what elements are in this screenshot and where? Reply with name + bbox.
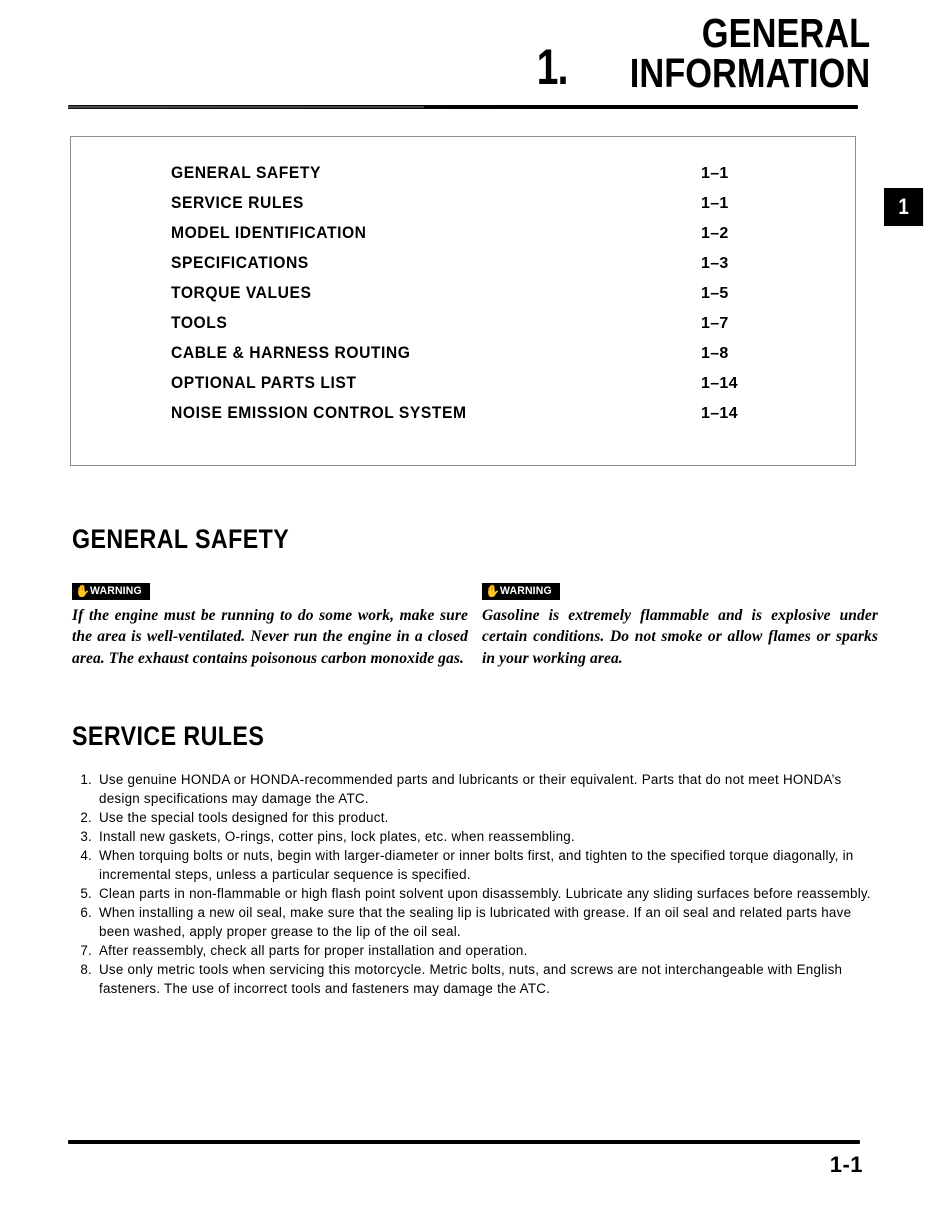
toc-entry-label: MODEL IDENTIFICATION — [171, 223, 367, 242]
table-of-contents-list — [171, 163, 855, 433]
list-item — [70, 960, 872, 998]
list-item-text: Clean parts in non-flammable or high flash point solvent upon disassembly. Lubricate any sliding surfaces before reassembly. — [99, 886, 871, 902]
toc-entry-label: TORQUE VALUES — [171, 283, 312, 302]
toc-entry-label: SERVICE RULES — [171, 193, 304, 212]
list-item-text: Use genuine HONDA or HONDA-recommended parts and lubricants or their equivalent. Parts that do not meet HONDA’s design specifications may damage the ATC. — [99, 772, 842, 807]
toc-entry-tools[interactable] — [171, 313, 855, 343]
list-item — [70, 903, 872, 941]
list-item-text: When installing a new oil seal, make sure that the sealing lip is lubricated with grease. If an oil seal and related parts have been washed, apply proper grease to the lip of the oil seal. — [99, 905, 852, 940]
list-item-text: Use the special tools designed for this product. — [99, 810, 389, 826]
toc-entry-page: 1–1 — [701, 195, 729, 212]
toc-entry-label: GENERAL SAFETY — [171, 163, 321, 182]
list-item — [70, 808, 872, 827]
warning-block-carbon-monoxide — [72, 582, 468, 669]
list-item-text: Use only metric tools when servicing this motorcycle. Metric bolts, nuts, and screws are not interchangeable with English fasteners. The use of incorrect tools and fasteners may damage the ATC. — [99, 962, 843, 997]
toc-entry-page: 1–2 — [701, 225, 729, 242]
hand-stop-icon: ✋ — [75, 584, 90, 598]
chapter-title-line1: GENERAL — [701, 10, 870, 56]
warning-badge-label: WARNING — [90, 584, 142, 597]
toc-entry-label: TOOLS — [171, 313, 228, 332]
toc-entry-general-safety[interactable] — [171, 163, 855, 193]
header-rule — [68, 105, 858, 109]
warning-text: If the engine must be running to do some work, make sure the area is well-ventilated. Never run the engine in a closed area. The exhaust contains poisonous carbon monoxide gas. — [72, 607, 468, 667]
list-item-number: 8. — [80, 962, 92, 978]
toc-entry-service-rules[interactable] — [171, 193, 855, 223]
section-heading-general-safety: GENERAL SAFETY — [72, 524, 290, 554]
toc-entry-page: 1–5 — [701, 285, 729, 302]
toc-entry-label: OPTIONAL PARTS LIST — [171, 373, 357, 392]
toc-entry-specifications[interactable] — [171, 253, 855, 283]
footer-page-number: 1-1 — [829, 1152, 863, 1177]
toc-entry-cable-harness-routing[interactable] — [171, 343, 855, 373]
toc-entry-optional-parts-list[interactable] — [171, 373, 855, 403]
toc-entry-page: 1–1 — [701, 165, 729, 182]
list-item-number: 3. — [80, 829, 92, 845]
list-item — [70, 884, 872, 903]
chapter-header — [0, 10, 870, 96]
warning-block-gasoline — [482, 582, 878, 669]
list-item — [70, 827, 872, 846]
table-of-contents-box — [70, 136, 856, 466]
list-item-text: When torquing bolts or nuts, begin with larger-diameter or inner bolts first, and tighten to the specified torque diagonally, in incremental steps, unless a particular sequence is specified. — [99, 848, 854, 883]
chapter-tab-marker — [884, 188, 923, 226]
warning-badge — [482, 583, 560, 600]
list-item-number: 1. — [80, 772, 92, 787]
chapter-title-line2: INFORMATION — [629, 49, 870, 96]
warning-badge — [72, 583, 150, 600]
toc-entry-model-identification[interactable] — [171, 223, 855, 253]
list-item-number: 7. — [80, 943, 92, 959]
hand-stop-icon: ✋ — [485, 584, 500, 598]
list-item — [70, 846, 872, 884]
chapter-tab-label: 1 — [898, 194, 909, 219]
toc-entry-label: SPECIFICATIONS — [171, 253, 309, 272]
toc-entry-page: 1–3 — [701, 255, 729, 272]
list-item-number: 2. — [80, 810, 92, 826]
list-item-text: After reassembly, check all parts for proper installation and operation. — [99, 943, 528, 959]
toc-entry-page: 1–14 — [701, 405, 738, 422]
list-item-number: 4. — [80, 848, 92, 864]
list-item-text: Install new gaskets, O-rings, cotter pins, lock plates, etc. when reassembling. — [99, 829, 575, 845]
toc-entry-torque-values[interactable] — [171, 283, 855, 313]
toc-entry-noise-emission-control-system[interactable] — [171, 403, 855, 433]
footer-rule — [68, 1140, 860, 1144]
toc-entry-label: NOISE EMISSION CONTROL SYSTEM — [171, 403, 467, 422]
toc-entry-page: 1–7 — [701, 315, 729, 332]
section-heading-service-rules: SERVICE RULES — [72, 721, 265, 751]
list-item-number: 6. — [80, 905, 92, 921]
toc-entry-page: 1–8 — [701, 345, 729, 362]
chapter-title — [629, 10, 870, 96]
warning-badge-label: WARNING — [500, 584, 552, 597]
list-item — [70, 941, 872, 960]
chapter-number: 1. — [536, 38, 568, 95]
warning-text: Gasoline is extremely flammable and is explosive under certain conditions. Do not smoke or allow flames or sparks in your working area. — [482, 607, 878, 667]
list-item — [70, 770, 872, 808]
toc-entry-page: 1–14 — [701, 375, 738, 392]
list-item-number: 5. — [80, 886, 92, 902]
toc-entry-label: CABLE & HARNESS ROUTING — [171, 343, 411, 362]
service-rules-list — [70, 770, 872, 998]
